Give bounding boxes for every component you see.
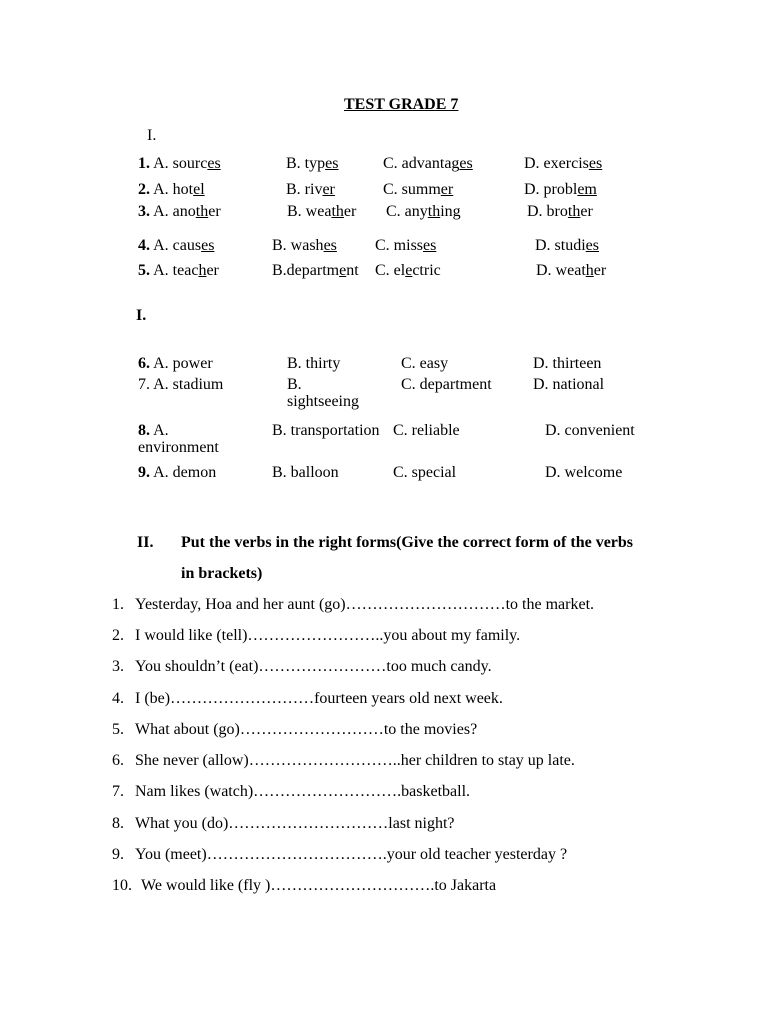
question-number: 1.: [138, 155, 150, 172]
option-a: A. stadium: [153, 376, 224, 393]
option-c: C. advantages: [383, 155, 473, 172]
question-row: [138, 155, 221, 172]
option-d: D. welcome: [545, 464, 623, 481]
option-a: A. another: [153, 203, 221, 220]
section-2-roman: II.: [137, 534, 154, 551]
option-b: B. washes: [272, 237, 337, 254]
option-d: D. national: [533, 376, 605, 393]
option-c: C. department: [401, 376, 492, 393]
option-a: A. teacher: [153, 262, 219, 279]
option-d: D. convenient: [545, 422, 635, 439]
exercise-number: 1.: [112, 596, 124, 613]
exercise-text: You shouldn’t (eat)……………………too much candy.: [135, 658, 492, 675]
question-number: 2.: [138, 181, 150, 198]
exercise-text: You (meet)…………………………….your old teacher yesterday ?: [135, 846, 568, 863]
option-c: C. electric: [375, 262, 441, 279]
exercise-number: 5.: [112, 721, 124, 738]
option-b: B. river: [286, 181, 335, 198]
option-a: A. sources: [153, 155, 221, 172]
option-d: D. problem: [524, 181, 597, 198]
question-row: [138, 422, 243, 456]
option-d: D. exercises: [524, 155, 603, 172]
question-row: [138, 237, 214, 254]
exercise-text: We would like (fly )………………………….to Jakarta: [141, 877, 497, 894]
option-b: B. balloon: [272, 464, 339, 481]
exercise-text: I would like (tell)……………………..you about my family.: [135, 627, 521, 644]
option-b: B. thirty: [287, 355, 341, 372]
exercise-number: 8.: [112, 815, 124, 832]
question-number: 8.: [138, 422, 150, 439]
section-2-heading-line2: in brackets): [181, 565, 263, 582]
option-b: B. sightseeing: [287, 376, 359, 410]
page-title: TEST GRADE 7: [344, 96, 459, 113]
exercise-text: What you (do)…………………………last night?: [135, 815, 455, 832]
option-a: A. causes: [153, 237, 215, 254]
option-b: B.department: [272, 262, 359, 279]
option-d: D. studies: [535, 237, 599, 254]
exercise-text: Yesterday, Hoa and her aunt (go)…………………………to the market.: [135, 596, 595, 613]
question-number: 5.: [138, 262, 150, 279]
option-c: C. misses: [375, 237, 437, 254]
exercise-text: What about (go)………………………to the movies?: [135, 721, 478, 738]
option-a: A. power: [153, 355, 213, 372]
question-row: [138, 181, 205, 198]
exercise-text: She never (allow)………………………..her children to stay up late.: [135, 752, 575, 769]
question-row: [138, 464, 216, 481]
question-row: [138, 355, 213, 372]
section-2-heading-line1: Put the verbs in the right forms(Give the correct form of the verbs: [181, 534, 634, 551]
question-number: 6.: [138, 355, 150, 372]
exercise-text: I (be)………………………fourteen years old next week.: [135, 690, 503, 707]
section-heading-1: I.: [147, 127, 157, 144]
option-c: C. special: [393, 464, 457, 481]
option-c: C. reliable: [393, 422, 460, 439]
option-d: D. brother: [527, 203, 593, 220]
exercise-number: 7.: [112, 783, 124, 800]
question-number: 9.: [138, 464, 150, 481]
option-a: A. demon: [153, 464, 217, 481]
option-d: D. weather: [536, 262, 607, 279]
option-b: B. transportation: [272, 422, 380, 439]
exercise-number: 6.: [112, 752, 124, 769]
option-b: B. types: [286, 155, 339, 172]
question-number: 7.: [138, 376, 150, 393]
option-a: A. hotel: [153, 181, 205, 198]
question-row: [138, 376, 223, 393]
exercise-number: 4.: [112, 690, 124, 707]
question-row: [138, 203, 221, 220]
exercise-number: 3.: [112, 658, 124, 675]
exercise-number: 2.: [112, 627, 124, 644]
question-number: 4.: [138, 237, 150, 254]
exercise-text: Nam likes (watch)……………………….basketball.: [135, 783, 471, 800]
option-c: C. easy: [401, 355, 449, 372]
question-number: 3.: [138, 203, 150, 220]
exercise-number: 10.: [112, 877, 132, 894]
option-a: A. environment: [138, 422, 219, 456]
option-d: D. thirteen: [533, 355, 602, 372]
option-c: C. anything: [386, 203, 461, 220]
exercise-number: 9.: [112, 846, 124, 863]
option-b: B. weather: [287, 203, 357, 220]
option-c: C. summer: [383, 181, 454, 198]
question-row: [138, 262, 219, 279]
section-heading-1b: I.: [136, 307, 147, 324]
